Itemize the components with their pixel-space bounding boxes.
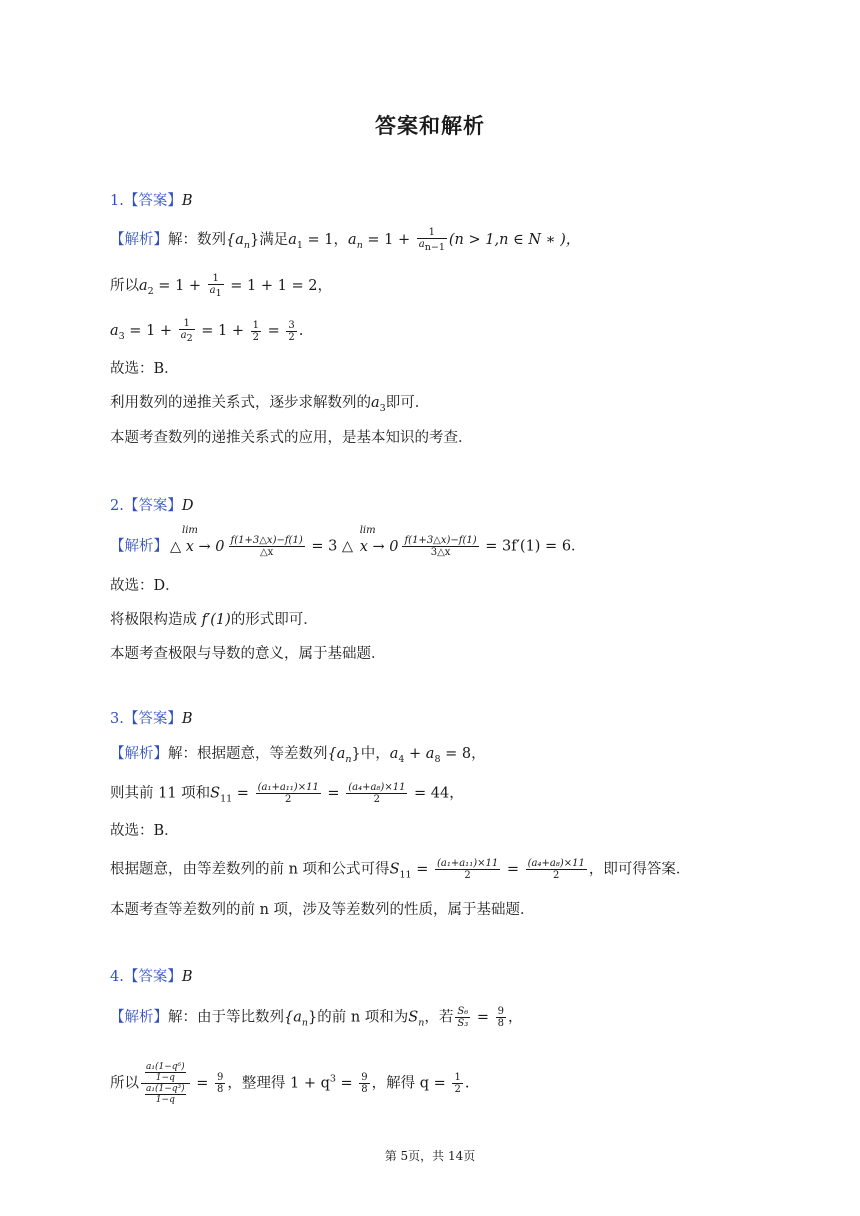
q4-top-den: 1−q bbox=[155, 1073, 175, 1083]
q4-eq: = bbox=[472, 1009, 494, 1026]
q3-l2-S: S bbox=[210, 785, 221, 802]
q2-fraction-2 bbox=[402, 535, 478, 558]
q4-S: S bbox=[408, 1009, 419, 1026]
q1-l3-f1-num: 1 bbox=[179, 318, 195, 330]
q4-f2-den: 8 bbox=[497, 1018, 504, 1029]
q1-text: 解：数列 bbox=[168, 232, 226, 248]
q1-frac-num: 1 bbox=[417, 227, 447, 239]
q3-l2-f1-den: 2 bbox=[285, 794, 292, 805]
q1-l3-f3-den: 2 bbox=[288, 331, 295, 343]
q1-line-2 bbox=[110, 273, 332, 303]
q3-eq: = 8， bbox=[440, 746, 486, 762]
q1-l3-fraction-1 bbox=[179, 318, 195, 344]
q1-frac-den-sub: n−1 bbox=[424, 242, 445, 253]
q3-l2-pre: 则其前 11 项和 bbox=[110, 785, 211, 802]
q4-bottom-frac bbox=[145, 1084, 186, 1105]
q3-l2-f2-num: (a₄+a₈)×11 bbox=[348, 782, 406, 793]
q3-seq: {a bbox=[327, 746, 346, 762]
q3-line-5: 本题考查等差数列的前 n 项，涉及等差数列的性质，属于基础题． bbox=[110, 902, 535, 918]
q2-l3-pre: 将极限构造成 bbox=[110, 612, 202, 628]
q2-f2-den: 3△x bbox=[430, 547, 451, 558]
q3-l2-f1-num: (a₁+a₁₁)×11 bbox=[257, 782, 319, 793]
q1-l5-pre: 利用数列的递推关系式，逐步求解数列的 bbox=[110, 395, 371, 411]
q3-a: a bbox=[389, 746, 399, 762]
q1-l2-frac-den-sub: 1 bbox=[215, 288, 222, 299]
q1-number: 1. bbox=[110, 193, 124, 209]
q1-an-eq: = 1 + bbox=[362, 232, 415, 248]
q1-l3-eq2: = 1 + bbox=[196, 323, 249, 339]
q1-analysis-tag: 【解析】 bbox=[110, 232, 168, 248]
q3-l4-S-sub: 11 bbox=[399, 869, 412, 881]
q3-a8-sub: 8 bbox=[434, 753, 441, 765]
q2-lim1-top: lim bbox=[182, 524, 198, 536]
q3-l4-fraction-1 bbox=[435, 858, 500, 881]
q2-f2-num: f(1+3△x)−f(1) bbox=[404, 535, 477, 546]
q1-l3-a: a bbox=[110, 323, 119, 339]
q2-tail: = 3f′(1) = 6． bbox=[480, 538, 586, 555]
q4-seq-close: } bbox=[308, 1009, 318, 1026]
q1-line-6: 本题考查数列的递推关系式的应用，是基本知识的考查． bbox=[110, 430, 473, 446]
q4-l2-fraction bbox=[215, 1072, 225, 1095]
q1-answer: B bbox=[181, 193, 193, 209]
q1-an-sub: n bbox=[356, 239, 363, 251]
q4-answer-tag: 【答案】 bbox=[123, 969, 182, 985]
q1-l3-a-sub: 3 bbox=[118, 330, 125, 342]
q4-S-sub: n bbox=[418, 1017, 425, 1029]
q3-l4-fraction-2 bbox=[526, 858, 587, 881]
q1-l3-f1-den: a bbox=[180, 330, 187, 341]
q1-l3-fraction-3 bbox=[286, 320, 296, 343]
q1-line-5 bbox=[110, 392, 429, 420]
q1-an: a bbox=[348, 232, 357, 248]
q1-l2-fraction bbox=[208, 273, 224, 299]
q1-seq-close: } bbox=[250, 232, 260, 248]
q1-l2-eq: = 1 + bbox=[153, 278, 206, 294]
q3-l2-tail: = 44， bbox=[409, 785, 464, 802]
q1-header bbox=[110, 190, 193, 212]
q4-mid: 的前 n 项和为 bbox=[317, 1009, 409, 1026]
q3-l2-fraction-1 bbox=[256, 782, 321, 805]
q2-answer-tag: 【答案】 bbox=[123, 498, 182, 514]
q3-plus-a: + a bbox=[404, 746, 435, 762]
q2-number: 2. bbox=[110, 498, 124, 514]
q4-l2-jie: ，解得 q = bbox=[371, 1075, 451, 1092]
q2-lim2-body: x → 0 bbox=[359, 538, 399, 555]
q4-f2-num: 9 bbox=[497, 1006, 504, 1017]
q4-seq: {a bbox=[284, 1009, 302, 1026]
q3-l2-eq2: = bbox=[322, 785, 345, 802]
q1-l3-eq3: = bbox=[263, 323, 285, 339]
q2-analysis-tag: 【解析】 bbox=[110, 538, 168, 555]
q1-seq-sub: n bbox=[243, 239, 250, 251]
q3-a4-sub: 4 bbox=[398, 753, 405, 765]
q4-l2-f3-den: 8 bbox=[361, 1084, 368, 1095]
q2-fraction-1 bbox=[229, 535, 305, 558]
q2-limit-1 bbox=[170, 524, 225, 558]
q1-a1-sub: 1 bbox=[296, 239, 303, 251]
q2-header bbox=[110, 495, 193, 517]
q3-l2-S-sub: 11 bbox=[220, 793, 233, 805]
q4-l2-fraction-3 bbox=[359, 1072, 369, 1095]
q4-l2-fraction-4 bbox=[452, 1072, 462, 1095]
q2-answer: D bbox=[181, 498, 194, 514]
q2-line-1 bbox=[110, 524, 586, 558]
q4-bot-num: a₁(1−q³) bbox=[146, 1084, 185, 1094]
q2-line-4: 本题考查极限与导数的意义，属于基础题． bbox=[110, 646, 386, 662]
q4-f1-num: S₆ bbox=[457, 1006, 469, 1017]
q1-l3-f2-den: 2 bbox=[252, 331, 260, 343]
q1-l5-a: a bbox=[371, 395, 380, 411]
q1-frac-den: a bbox=[418, 239, 425, 250]
q1-l3-end: . bbox=[298, 323, 304, 339]
q2-mid: = 3 △ bbox=[306, 538, 358, 555]
q1-condition: (n > 1,n ∈ N ∗ )， bbox=[448, 232, 581, 248]
q4-number: 4. bbox=[110, 969, 124, 985]
page-title: 答案和解析 bbox=[375, 114, 485, 138]
q4-top-num: a₁(1−q⁶) bbox=[146, 1062, 185, 1072]
q4-l2-f-num: 9 bbox=[217, 1072, 224, 1083]
q1-l2-a-sub: 2 bbox=[147, 285, 154, 297]
q4-line-2 bbox=[110, 1062, 469, 1105]
q1-a1: a bbox=[288, 232, 297, 248]
q1-l2-tail: = 1 + 1 = 2， bbox=[225, 278, 332, 294]
q1-l3-fraction-2 bbox=[251, 320, 261, 343]
q2-l3-math: f′(1) bbox=[201, 612, 231, 628]
q2-lim2-top: lim bbox=[359, 524, 376, 536]
q3-line-4 bbox=[110, 858, 690, 886]
q3-l2-f2-den: 2 bbox=[373, 794, 380, 805]
q3-l4-f1-den: 2 bbox=[464, 870, 471, 881]
q4-ruo: ，若 bbox=[424, 1009, 454, 1026]
q1-l5-post: 即可． bbox=[385, 395, 430, 411]
q1-fraction bbox=[417, 227, 447, 253]
q4-fraction-1 bbox=[455, 1006, 470, 1029]
q4-top-frac bbox=[145, 1062, 186, 1083]
q1-l5-a-sub: 3 bbox=[379, 402, 386, 414]
q4-compound-fraction bbox=[141, 1062, 190, 1105]
q3-l4-eq: = bbox=[411, 861, 433, 878]
q4-analysis-tag: 【解析】 bbox=[110, 1009, 168, 1026]
q2-limit-2 bbox=[359, 524, 399, 558]
q3-l4-pre: 根据题意，由等差数列的前 n 项和公式可得 bbox=[110, 861, 390, 878]
q3-line-2 bbox=[110, 782, 464, 810]
q1-mid: 满足 bbox=[259, 232, 289, 248]
q3-l2-fraction-2 bbox=[346, 782, 407, 805]
q1-l3-f2-num: 1 bbox=[252, 319, 260, 331]
q3-seq-close: } bbox=[351, 746, 361, 762]
q4-line-1 bbox=[110, 1006, 522, 1034]
q1-l3-eq: = 1 + bbox=[124, 323, 177, 339]
q1-l2-frac-num: 1 bbox=[208, 273, 224, 285]
q3-text: 解：根据题意，等差数列 bbox=[168, 746, 328, 762]
q4-bot-den: 1−q bbox=[155, 1095, 175, 1105]
q1-line-1 bbox=[110, 227, 580, 257]
q4-l2-eq2: = bbox=[335, 1075, 358, 1092]
q2-lim1-body: △ x → 0 bbox=[170, 538, 225, 555]
q1-l3-f1-den-sub: 2 bbox=[186, 333, 193, 344]
q1-answer-tag: 【答案】 bbox=[123, 193, 182, 209]
q4-l2-sup: 3 bbox=[329, 1073, 336, 1085]
q4-fraction-2 bbox=[496, 1006, 506, 1029]
q2-l3-post: 的形式即可． bbox=[230, 612, 318, 628]
q1-l3-f3-num: 3 bbox=[288, 319, 295, 331]
q3-l4-eq2: = bbox=[502, 861, 524, 878]
q1-seq: {a bbox=[226, 232, 244, 248]
q2-line-2: 故选：D． bbox=[110, 578, 180, 594]
q3-l4-S: S bbox=[389, 861, 400, 878]
q1-l2-frac-den: a bbox=[209, 285, 216, 296]
q2-f1-den: △x bbox=[259, 547, 274, 558]
q4-f1-den: S₃ bbox=[457, 1018, 469, 1029]
q3-l2-eq: = bbox=[232, 785, 254, 802]
q4-l2-f3-num: 9 bbox=[361, 1072, 368, 1083]
q3-seq-sub: n bbox=[345, 753, 352, 765]
q4-seq-sub: n bbox=[301, 1017, 308, 1029]
q4-l2-f4-den: 2 bbox=[454, 1084, 461, 1095]
q1-line-4: 故选：B． bbox=[110, 361, 179, 377]
q3-line-3: 故选：B． bbox=[110, 823, 179, 839]
q3-l4-f1-num: (a₁+a₁₁)×11 bbox=[436, 858, 499, 869]
q1-a1-eq: = 1， bbox=[302, 232, 349, 248]
q4-l2-end: . bbox=[464, 1075, 470, 1092]
q3-l4-f2-num: (a₄+a₈)×11 bbox=[527, 858, 585, 869]
q4-l2-pre: 所以 bbox=[110, 1075, 139, 1092]
q3-l4-f2-den: 2 bbox=[553, 870, 560, 881]
q3-number: 3. bbox=[110, 711, 124, 727]
q3-line-1 bbox=[110, 743, 486, 771]
q4-l2-f4-num: 1 bbox=[454, 1072, 461, 1083]
q4-l2-mid: ，整理得 1 + q bbox=[227, 1075, 330, 1092]
q1-l2-pre: 所以 bbox=[110, 278, 139, 294]
q1-line-3 bbox=[110, 318, 303, 348]
q4-l2-eq: = bbox=[191, 1075, 214, 1092]
q4-text: 解：由于等比数列 bbox=[168, 1009, 284, 1026]
q4-l2-f-den: 8 bbox=[217, 1084, 224, 1095]
q3-l4-post: ，即可得答案． bbox=[588, 861, 691, 878]
q3-mid: 中， bbox=[360, 746, 390, 762]
q1-l2-a: a bbox=[139, 278, 148, 294]
q2-f1-num: f(1+3△x)−f(1) bbox=[230, 535, 303, 546]
q4-end: ， bbox=[507, 1009, 523, 1026]
q3-header bbox=[110, 708, 193, 730]
q3-analysis-tag: 【解析】 bbox=[110, 746, 168, 762]
q2-line-3 bbox=[110, 609, 318, 631]
q4-header bbox=[110, 966, 193, 988]
page-footer: 第 5页，共 14页 bbox=[384, 1149, 476, 1163]
q3-answer-tag: 【答案】 bbox=[123, 711, 182, 727]
q4-answer: B bbox=[181, 969, 193, 985]
q3-answer: B bbox=[181, 711, 193, 727]
